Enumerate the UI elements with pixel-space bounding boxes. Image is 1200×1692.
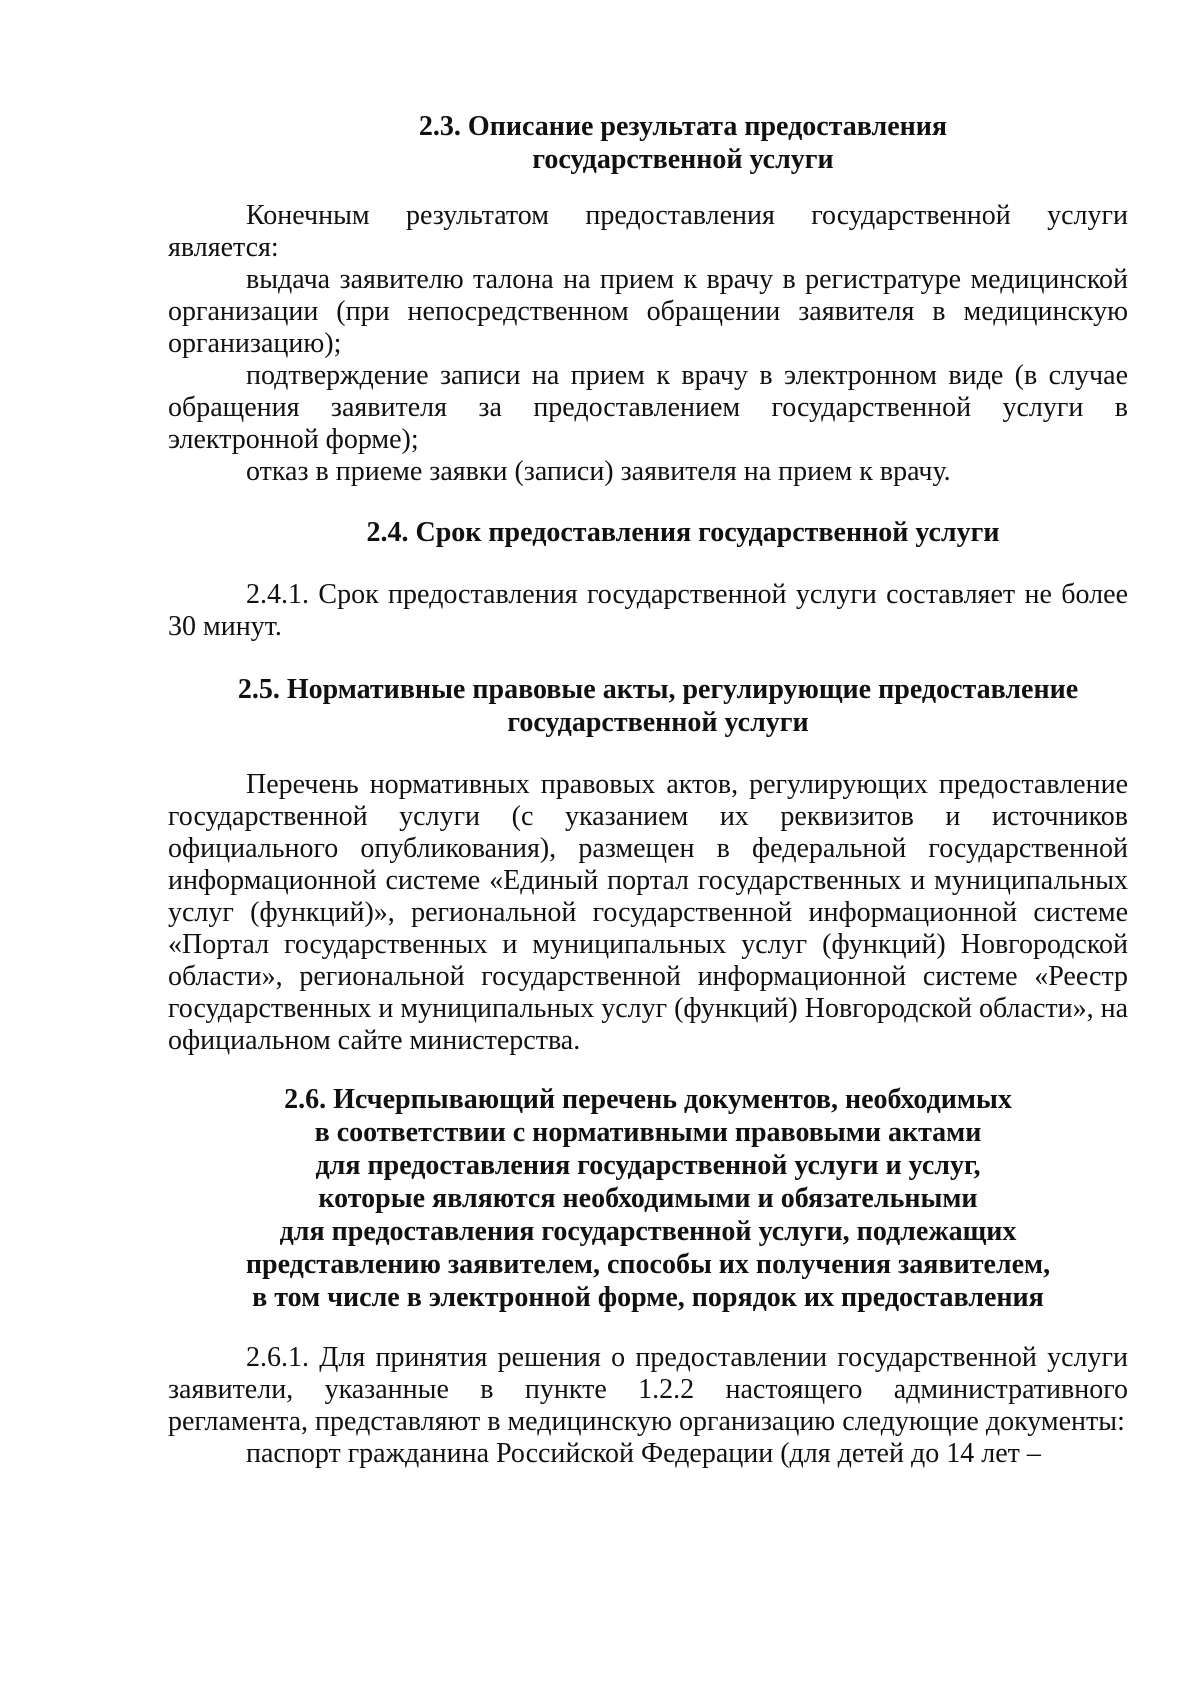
heading-line: государственной услуги bbox=[507, 707, 809, 738]
section-2-6-text: 2.6.1. Для принятия решения о предоставлении государственной услуги заявители, указанные в пункте 1.2.2 настоящего административного регламента, представляют в медицинскую организацию следующие документы: bbox=[168, 1342, 1128, 1437]
heading-line: для предоставления государственной услуги и услуг, bbox=[315, 1150, 981, 1181]
heading-line: для предоставления государственной услуги, подлежащих bbox=[279, 1216, 1017, 1247]
section-2-6-heading bbox=[168, 1083, 1128, 1314]
section-2-3-intro: Конечным результатом предоставления государственной услуги является: bbox=[168, 200, 1128, 263]
heading-line: представлению заявителем, способы их получения заявителем, bbox=[245, 1249, 1051, 1280]
heading-line: в соответствии с нормативными правовыми актами bbox=[314, 1117, 982, 1148]
section-2-3-item: подтверждение записи на прием к врачу в электронном виде (в случае обращения заявителя за предоставлением государственной услуги в электронной форме); bbox=[168, 360, 1128, 455]
section-2-5-text: Перечень нормативных правовых актов, регулирующих предоставление государственной услуги (с указанием их реквизитов и источников официального опубликования), размещен в федеральной государственной информационной системе «Единый портал государственных и муниципальных услуг (функций)», региональной государственной информационной системе «Портал государственных и муниципальных услуг (функций) Новгородской области», региональной государственной информационной системе «Реестр государственных и муниципальных услуг (функций) Новгородской области», на официальном сайте министерства. bbox=[168, 769, 1129, 1056]
section-2-5-heading bbox=[228, 673, 1088, 739]
heading-line: 2.5. Нормативные правовые акты, регулирующие предоставление bbox=[237, 674, 1079, 705]
heading-line: 2.6. Исчерпывающий перечень документов, необходимых bbox=[284, 1084, 1012, 1115]
section-2-3-item: выдача заявителю талона на прием к врачу в регистратуре медицинской организации (при непосредственном обращении заявителя в медицинскую организацию); bbox=[168, 264, 1128, 359]
section-2-4-text: 2.4.1. Срок предоставления государственной услуги составляет не более 30 минут. bbox=[168, 579, 1128, 642]
document-content bbox=[168, 110, 1128, 1470]
section-2-6-last-line: паспорт гражданина Российской Федерации (для детей до 14 лет – bbox=[246, 1438, 1041, 1469]
heading-line: которые являются необходимыми и обязательными bbox=[318, 1183, 978, 1214]
heading-line: государственной услуги bbox=[532, 144, 834, 175]
heading-line: в том числе в электронной форме, порядок их предоставления bbox=[252, 1282, 1044, 1313]
heading-line: 2.3. Описание результата предоставления bbox=[418, 111, 948, 142]
section-2-3-heading bbox=[288, 110, 1078, 176]
section-2-4-heading: 2.4. Срок предоставления государственной услуги bbox=[366, 517, 1000, 548]
section-2-3-item: отказ в приеме заявки (записи) заявителя на прием к врачу. bbox=[246, 456, 951, 487]
